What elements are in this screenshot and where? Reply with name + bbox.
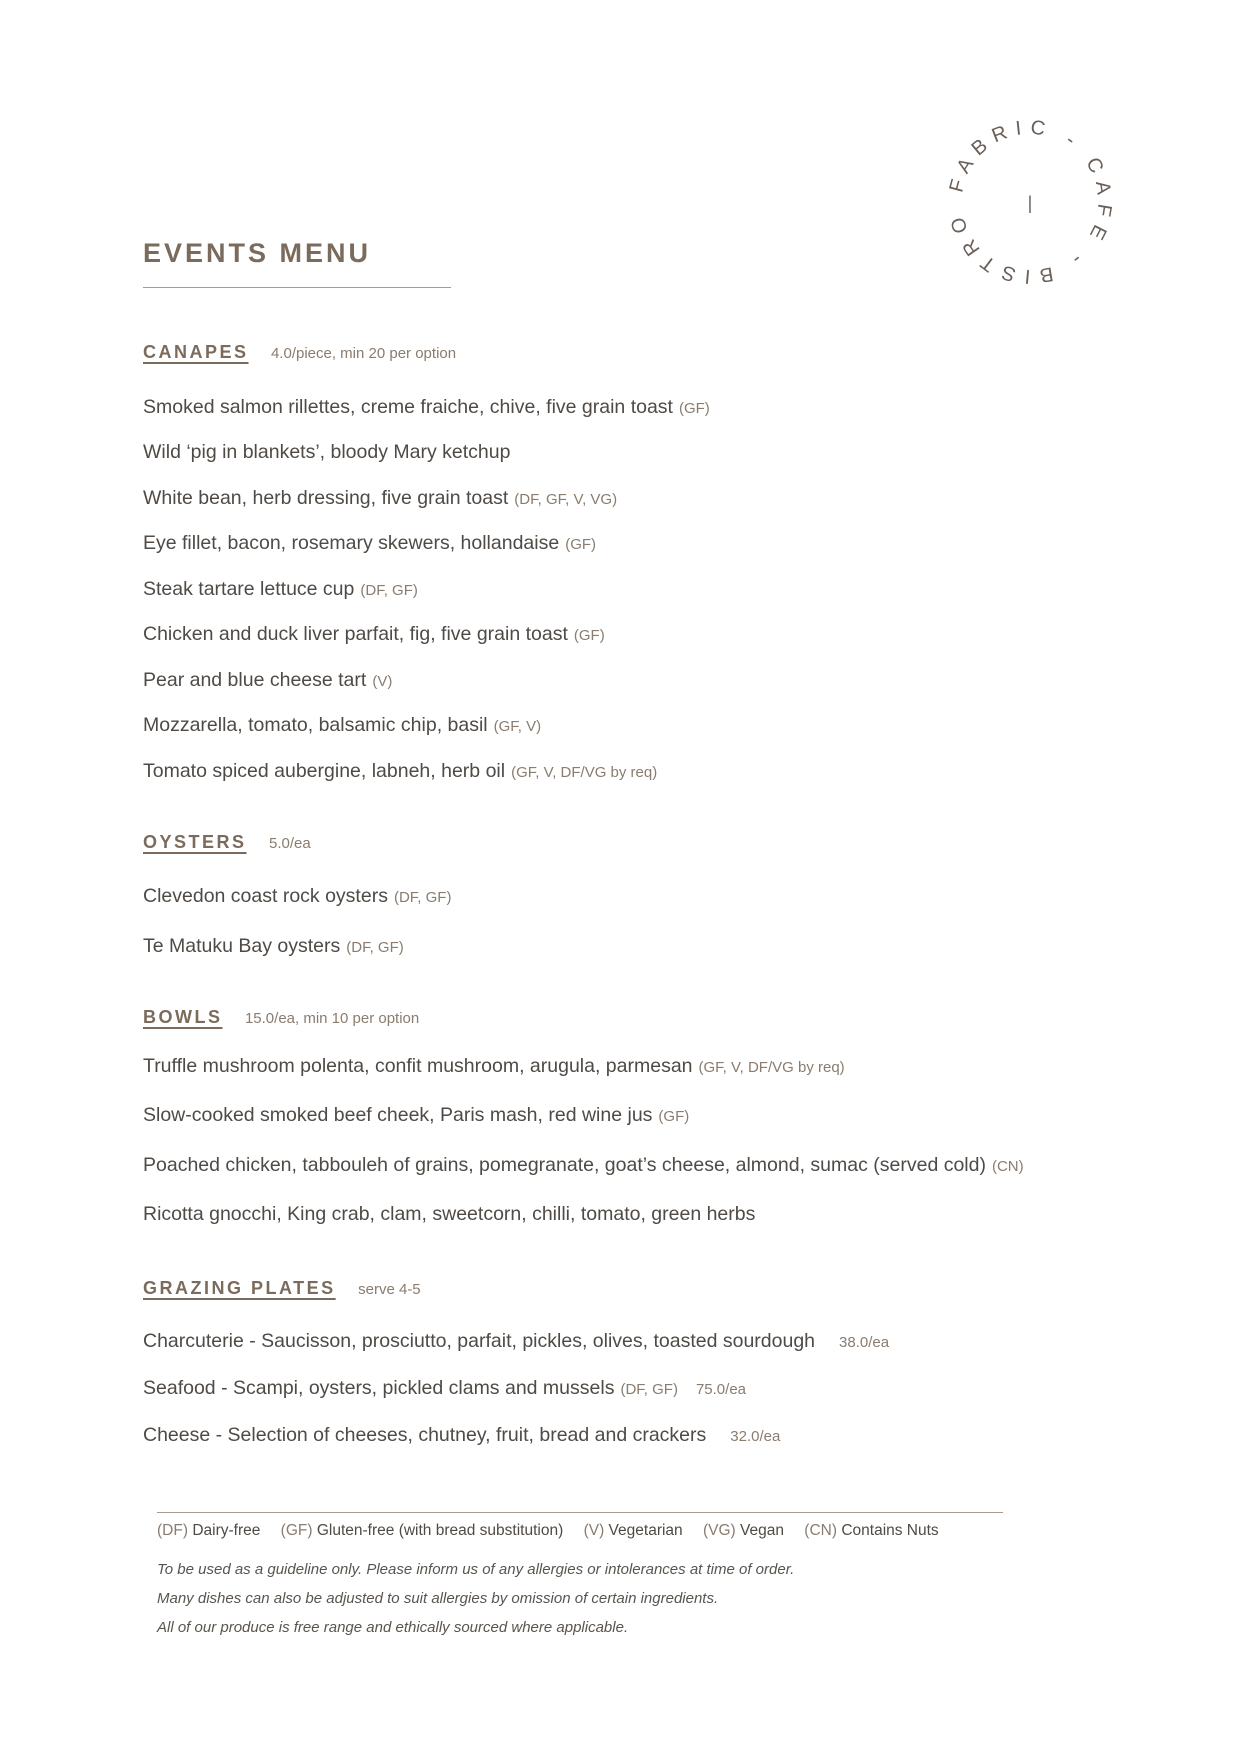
- item-price: 75.0/ea: [695, 1381, 746, 1398]
- section-header-oysters: [143, 832, 311, 853]
- section-name: GRAZING PLATES: [143, 1278, 336, 1298]
- page-title: EVENTS MENU: [143, 238, 372, 268]
- section-price: serve 4-5: [358, 1281, 421, 1298]
- logo-ring-text: FABRIC - CAFE - BISTRO: [944, 116, 1116, 288]
- section-price: 5.0/ea: [268, 835, 311, 852]
- dietary-tag: (GF, V): [493, 718, 542, 735]
- item-price: 38.0/ea: [839, 1334, 890, 1351]
- menu-item: Pear and blue cheese tart (V): [143, 669, 393, 691]
- footer-note: All of our produce is free range and ethically sourced where applicable.: [157, 1619, 629, 1636]
- dietary-tag: (DF, GF, V, VG): [514, 491, 618, 508]
- menu-item: Cheese - Selection of cheeses, chutney, fruit, bread and crackers 32.0/ea: [143, 1424, 781, 1446]
- menu-item: Slow-cooked smoked beef cheek, Paris mash, red wine jus (GF): [143, 1104, 690, 1126]
- dietary-tag: (GF, V, DF/VG by req): [511, 764, 658, 781]
- menu-item: Te Matuku Bay oysters (DF, GF): [143, 935, 404, 957]
- fabric-cafe-bistro-logo: [940, 112, 1120, 292]
- menu-item: Clevedon coast rock oysters (DF, GF): [143, 885, 452, 907]
- section-header-grazing-plates: [143, 1278, 421, 1299]
- menu-item: Chicken and duck liver parfait, fig, five grain toast (GF): [143, 623, 605, 645]
- menu-item: Charcuterie - Saucisson, prosciutto, parfait, pickles, olives, toasted sourdough 38.0/ea: [143, 1330, 890, 1352]
- legend-item: (V) Vegetarian: [583, 1522, 683, 1539]
- dietary-tag: (CN): [991, 1158, 1024, 1175]
- dietary-tag: (DF, GF): [346, 939, 404, 956]
- circular-logo-icon: [940, 112, 1120, 292]
- dietary-tag: (GF, V, DF/VG by req): [698, 1059, 845, 1076]
- legend-item: (VG) Vegan: [702, 1522, 784, 1539]
- dietary-tag: (V): [372, 673, 393, 690]
- footer-divider: [157, 1512, 1003, 1513]
- menu-item: Smoked salmon rillettes, creme fraiche, chive, five grain toast (GF): [143, 396, 710, 418]
- dietary-tag: (DF, GF): [393, 889, 452, 906]
- section-name: OYSTERS: [143, 832, 247, 852]
- legend-item: (GF) Gluten-free (with bread substitution): [280, 1522, 564, 1539]
- footer-note: Many dishes can also be adjusted to suit allergies by omission of certain ingredients.: [157, 1590, 719, 1607]
- dietary-tag: (DF, GF): [620, 1381, 678, 1398]
- dietary-tag: (DF, GF): [360, 582, 418, 599]
- section-price: 4.0/piece, min 20 per option: [270, 345, 457, 362]
- menu-item: Tomato spiced aubergine, labneh, herb oil (GF, V, DF/VG by req): [143, 760, 658, 782]
- dietary-tag: (GF): [573, 627, 605, 644]
- logo-center-mark: |: [1027, 193, 1033, 213]
- footer-note: To be used as a guideline only. Please inform us of any allergies or intolerances at time of order.: [157, 1561, 795, 1578]
- dietary-legend: [157, 1522, 955, 1540]
- section-header-bowls: [143, 1007, 419, 1028]
- dietary-tag: (GF): [678, 400, 710, 417]
- menu-item: Poached chicken, tabbouleh of grains, pomegranate, goat’s cheese, almond, sumac (served cold) (CN): [143, 1154, 1024, 1176]
- item-price: 32.0/ea: [730, 1428, 781, 1445]
- menu-item: White bean, herb dressing, five grain toast (DF, GF, V, VG): [143, 487, 618, 509]
- menu-item: Wild ‘pig in blankets’, bloody Mary ketchup: [143, 441, 511, 463]
- menu-item: Mozzarella, tomato, balsamic chip, basil (GF, V): [143, 714, 542, 736]
- menu-item: Ricotta gnocchi, King crab, clam, sweetcorn, chilli, tomato, green herbs: [143, 1203, 756, 1225]
- menu-item: Seafood - Scampi, oysters, pickled clams and mussels (DF, GF) 75.0/ea: [143, 1377, 746, 1399]
- section-name: BOWLS: [143, 1007, 223, 1027]
- dietary-tag: (GF): [565, 536, 597, 553]
- section-name: CANAPES: [143, 342, 249, 362]
- menu-item: Eye fillet, bacon, rosemary skewers, hollandaise (GF): [143, 532, 597, 554]
- legend-item: (CN) Contains Nuts: [804, 1522, 939, 1539]
- title-divider: [143, 287, 451, 288]
- section-price: 15.0/ea, min 10 per option: [244, 1010, 420, 1027]
- legend-item: (DF) Dairy-free: [157, 1522, 261, 1539]
- menu-item: Truffle mushroom polenta, confit mushroom, arugula, parmesan (GF, V, DF/VG by req): [143, 1055, 845, 1077]
- section-header-canapes: [143, 342, 456, 363]
- dietary-tag: (GF): [658, 1108, 690, 1125]
- menu-item: Steak tartare lettuce cup (DF, GF): [143, 578, 418, 600]
